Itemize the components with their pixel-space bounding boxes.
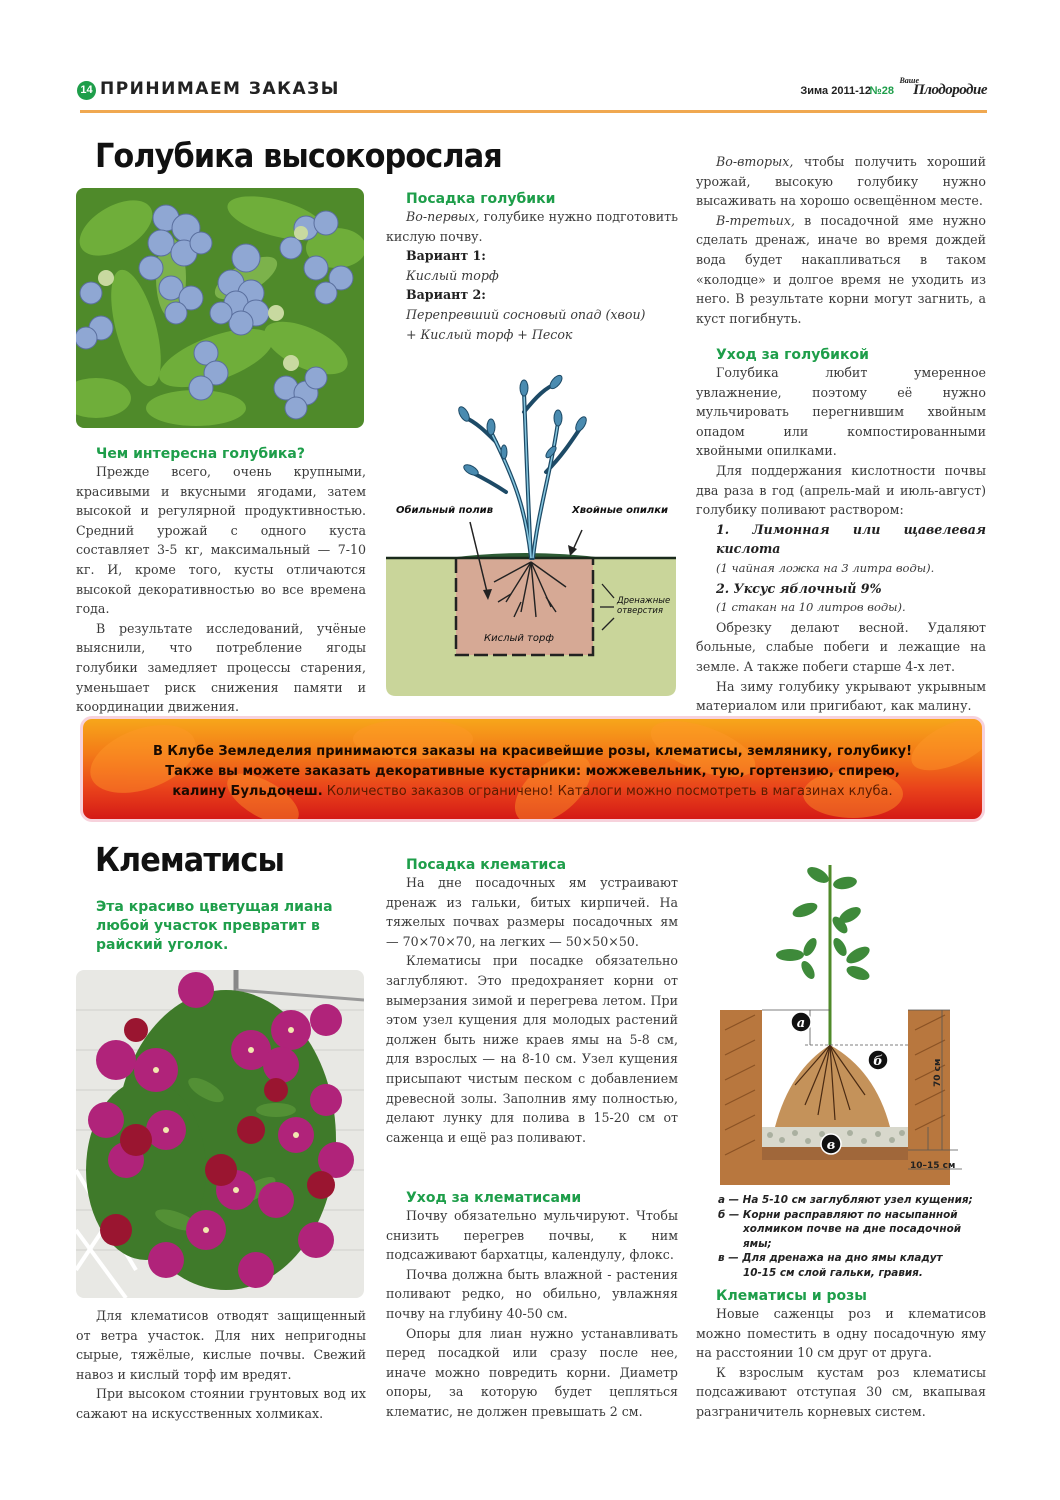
clematis-roses-heading: Клематисы и розы (716, 1288, 867, 1304)
svg-text:в: в (826, 1138, 836, 1153)
legend-item-a: а — На 5-10 см заглубляют узел кущения; (718, 1194, 973, 1206)
clematis-title: Клематисы (95, 840, 284, 879)
label-drainage-1: Дренажные (617, 596, 671, 606)
paragraph: На зиму голубику укрывают укрывным материалом или пригибают, как малину. (696, 678, 986, 714)
paragraph-text: в посадочной яме нужно сделать дренаж, иначе во время дождей вода будет накапливаться в таком «колодце» и долгое время не уходить из него. В результате корни могут загнить, а куст погибнуть. (696, 212, 986, 326)
paragraph: Прежде всего, очень крупными, красивыми и вкусными ягодами, затем высокой и регулярной продуктивностью. Средний урожай с одного куста составляет 3-5 кг, максимальный — 7-10 кг. И, кроме того, кусты отличаются высокой декоративностью во все времена года. (76, 464, 366, 617)
paragraph: Клематисы при посадке обязательно заглубляют. Это предохраняет корни от вымерзания зимой и перегрева летом. При этом узел кущения для молодых растений должен быть ниже краев ямы на 5-8 см, для взрослых — на 8-10 см. Узел кущения присыпают чистым песком с добавлением древесной золы. Заполнив яму полностью, делают лунку для полива в 15-20 см от саженца и ещё раз поливают. (386, 953, 678, 1145)
blueberry-planting-diagram (386, 372, 676, 696)
paragraph: Для поддержания кислотности почвы два раза в год (апрель-май и июль-август) голубику поливают раствором: (696, 462, 986, 518)
svg-text:б: б (873, 1054, 883, 1069)
blueberry-planting-heading: Посадка голубики (406, 191, 556, 207)
legend-item-v-cont: 10-15 см слой гальки, гравия. (743, 1266, 923, 1279)
variant-1-text: Кислый торф (406, 267, 499, 283)
blueberry-photo (76, 188, 364, 428)
blueberry-care-section (696, 347, 986, 716)
orders-banner (80, 716, 985, 822)
clematis-planting-diagram (700, 855, 980, 1185)
solution-item-2-note: (1 стакан на 10 литров воды). (716, 600, 906, 615)
paragraph (696, 211, 986, 329)
svg-text:а: а (796, 1016, 806, 1031)
label-drainage-2: отверстия (617, 606, 664, 616)
legend-item-b: б — Корни расправляют по насыпанной (718, 1208, 958, 1221)
paragraph-text: голубике нужно подготовить кислую почву. (386, 209, 678, 244)
magazine-logo: Плодородие (913, 82, 987, 98)
solution-item-1: 1. Лимонная или щавелевая кислота (716, 521, 986, 557)
paragraph: Голубика любит умеренное увлажнение, поэтому её нужно мульчировать перегнившим хвойным опадом или компостированными хвойными опилками. (696, 365, 986, 459)
paragraph: В результате исследований, учёные выяснили, что потребление ягоды голубики замедляет процессы старения, уменьшает риск снижения памяти и координации движения. (76, 620, 366, 715)
diagram-legend (718, 1193, 988, 1280)
paragraph: Почву обязательно мульчируют. Чтобы снизить перегрев почвы, к ним подсаживают бархатцы, календулу, флокс. (386, 1208, 678, 1263)
blueberry-care-heading: Уход за голубикой (716, 347, 869, 363)
blueberry-interest-heading: Чем интересна голубика? (96, 446, 305, 462)
label-peat: Кислый торф (484, 633, 554, 644)
logo-small-text: Ваше (899, 76, 919, 85)
paragraph: К взрослым кустам роз клематисы подсаживают отступая 30 см, вкапывая разграничитель корневых систем. (696, 1364, 986, 1419)
issue-label: Зима 2011-12 (800, 85, 871, 97)
section-title: ПРИНИМАЕМ ЗАКАЗЫ (100, 79, 340, 99)
banner-line-1: В Клубе Земледелия принимаются заказы на красивейшие розы, клематисы, землянику, голубику! (152, 744, 913, 759)
blueberry-conditions-section (696, 152, 986, 328)
variant-2-label: Вариант 2: (406, 287, 486, 303)
blueberry-planting-section (386, 191, 678, 344)
banner-line-3-bold: калину Бульдонеш. (172, 784, 323, 799)
clematis-planting-heading: Посадка клематиса (406, 857, 567, 873)
variant-2-line-2: + Кислый торф + Песок (406, 326, 573, 342)
banner-line-2: Также вы можете заказать декоративные кустарники: можжевельник, тую, гортензию, спирею, (165, 764, 900, 779)
emphasis: Во-вторых, (716, 154, 794, 169)
paragraph (386, 207, 678, 246)
solution-item-1-note: (1 чайная ложка на 3 литра воды). (716, 560, 935, 575)
paragraph: Почва должна быть влажной - растения поливают редко, но обильно, увлажняя почву на глубину 40-50 см. (386, 1266, 678, 1321)
issue-number: №28 (869, 85, 894, 97)
bush-icon (464, 384, 581, 558)
paragraph (696, 152, 986, 211)
paragraph: Для клематисов отводят защищенный от ветра участок. Для них непригодны сырые, тяжёлые, кислые почвы. Свежий навоз и кислый торф им вредят. (76, 1308, 366, 1382)
drain-depth-label: 10–15 см (910, 1161, 956, 1171)
clematis-care-heading: Уход за клематисами (406, 1190, 582, 1206)
paragraph: Новые саженцы роз и клематисов можно поместить в одну посадочную яму на расстоянии 10 см друг от друга. (696, 1306, 986, 1361)
banner-line-3 (83, 782, 982, 802)
banner-line-3-light: Количество заказов ограничено! Каталоги можно посмотреть в магазинах клуба. (322, 784, 893, 799)
label-sawdust: Хвойные опилки (572, 505, 669, 516)
marker-a (791, 1012, 811, 1032)
header-divider (80, 110, 987, 113)
paragraph-text: чтобы получить хороший урожай, высокую голубику нужно высаживать на хорошо освещённом месте. (696, 154, 986, 209)
label-watering: Обильный полив (396, 505, 494, 516)
page-number-badge: 14 (77, 81, 96, 100)
paragraph: Обрезку делают весной. Удаляют больные, слабые побеги и лежащие на земле. А также побеги старше 4-х лет. (696, 619, 986, 674)
page-header (77, 76, 987, 102)
variant-1-label: Вариант 1: (406, 248, 486, 264)
marker-b (868, 1050, 888, 1070)
emphasis: Во-первых, (406, 209, 480, 224)
clematis-site-section (76, 1306, 366, 1424)
blueberry-title: Голубика высокорослая (95, 136, 502, 175)
paragraph: На дне посадочных ям устраивают дренаж из гальки, битых кирпичей. На тяжелых почвах размеры посадочных ям — 70×70×70, на легких — 50×50×50. (386, 875, 678, 949)
emphasis: В-третьих, (716, 212, 795, 228)
clematis-lead: Эта красиво цветущая лиана любой участок превратит в райский уголок. (96, 899, 333, 953)
clematis-photo (76, 970, 364, 1298)
paragraph: При высоком стоянии грунтовых вод их сажают на искусственных холмиках. (76, 1386, 366, 1421)
clematis-planting-section (386, 857, 678, 1147)
legend-item-b-cont: холмиком почве на дне посадочной ямы; (743, 1223, 962, 1250)
legend-item-v: в — Для дренажа на дно ямы кладут (718, 1252, 943, 1264)
clematis-roses-section (696, 1288, 986, 1422)
paragraph: Опоры для лиан нужно устанавливать перед посадкой или сразу после нее, иначе можно повредить корни. Диаметр опоры, за которую будет цепляться клематис, не должен превышать 2 см. (386, 1325, 678, 1419)
clematis-care-section (386, 1190, 678, 1422)
solution-item-2: 2. Уксус яблочный 9% (716, 580, 882, 596)
blueberry-interest-section (76, 446, 366, 717)
marker-v (821, 1134, 841, 1154)
depth-label: 70 см (933, 1058, 943, 1087)
variant-2-line-1: Перепревший сосновый опад (хвои) (406, 306, 646, 322)
